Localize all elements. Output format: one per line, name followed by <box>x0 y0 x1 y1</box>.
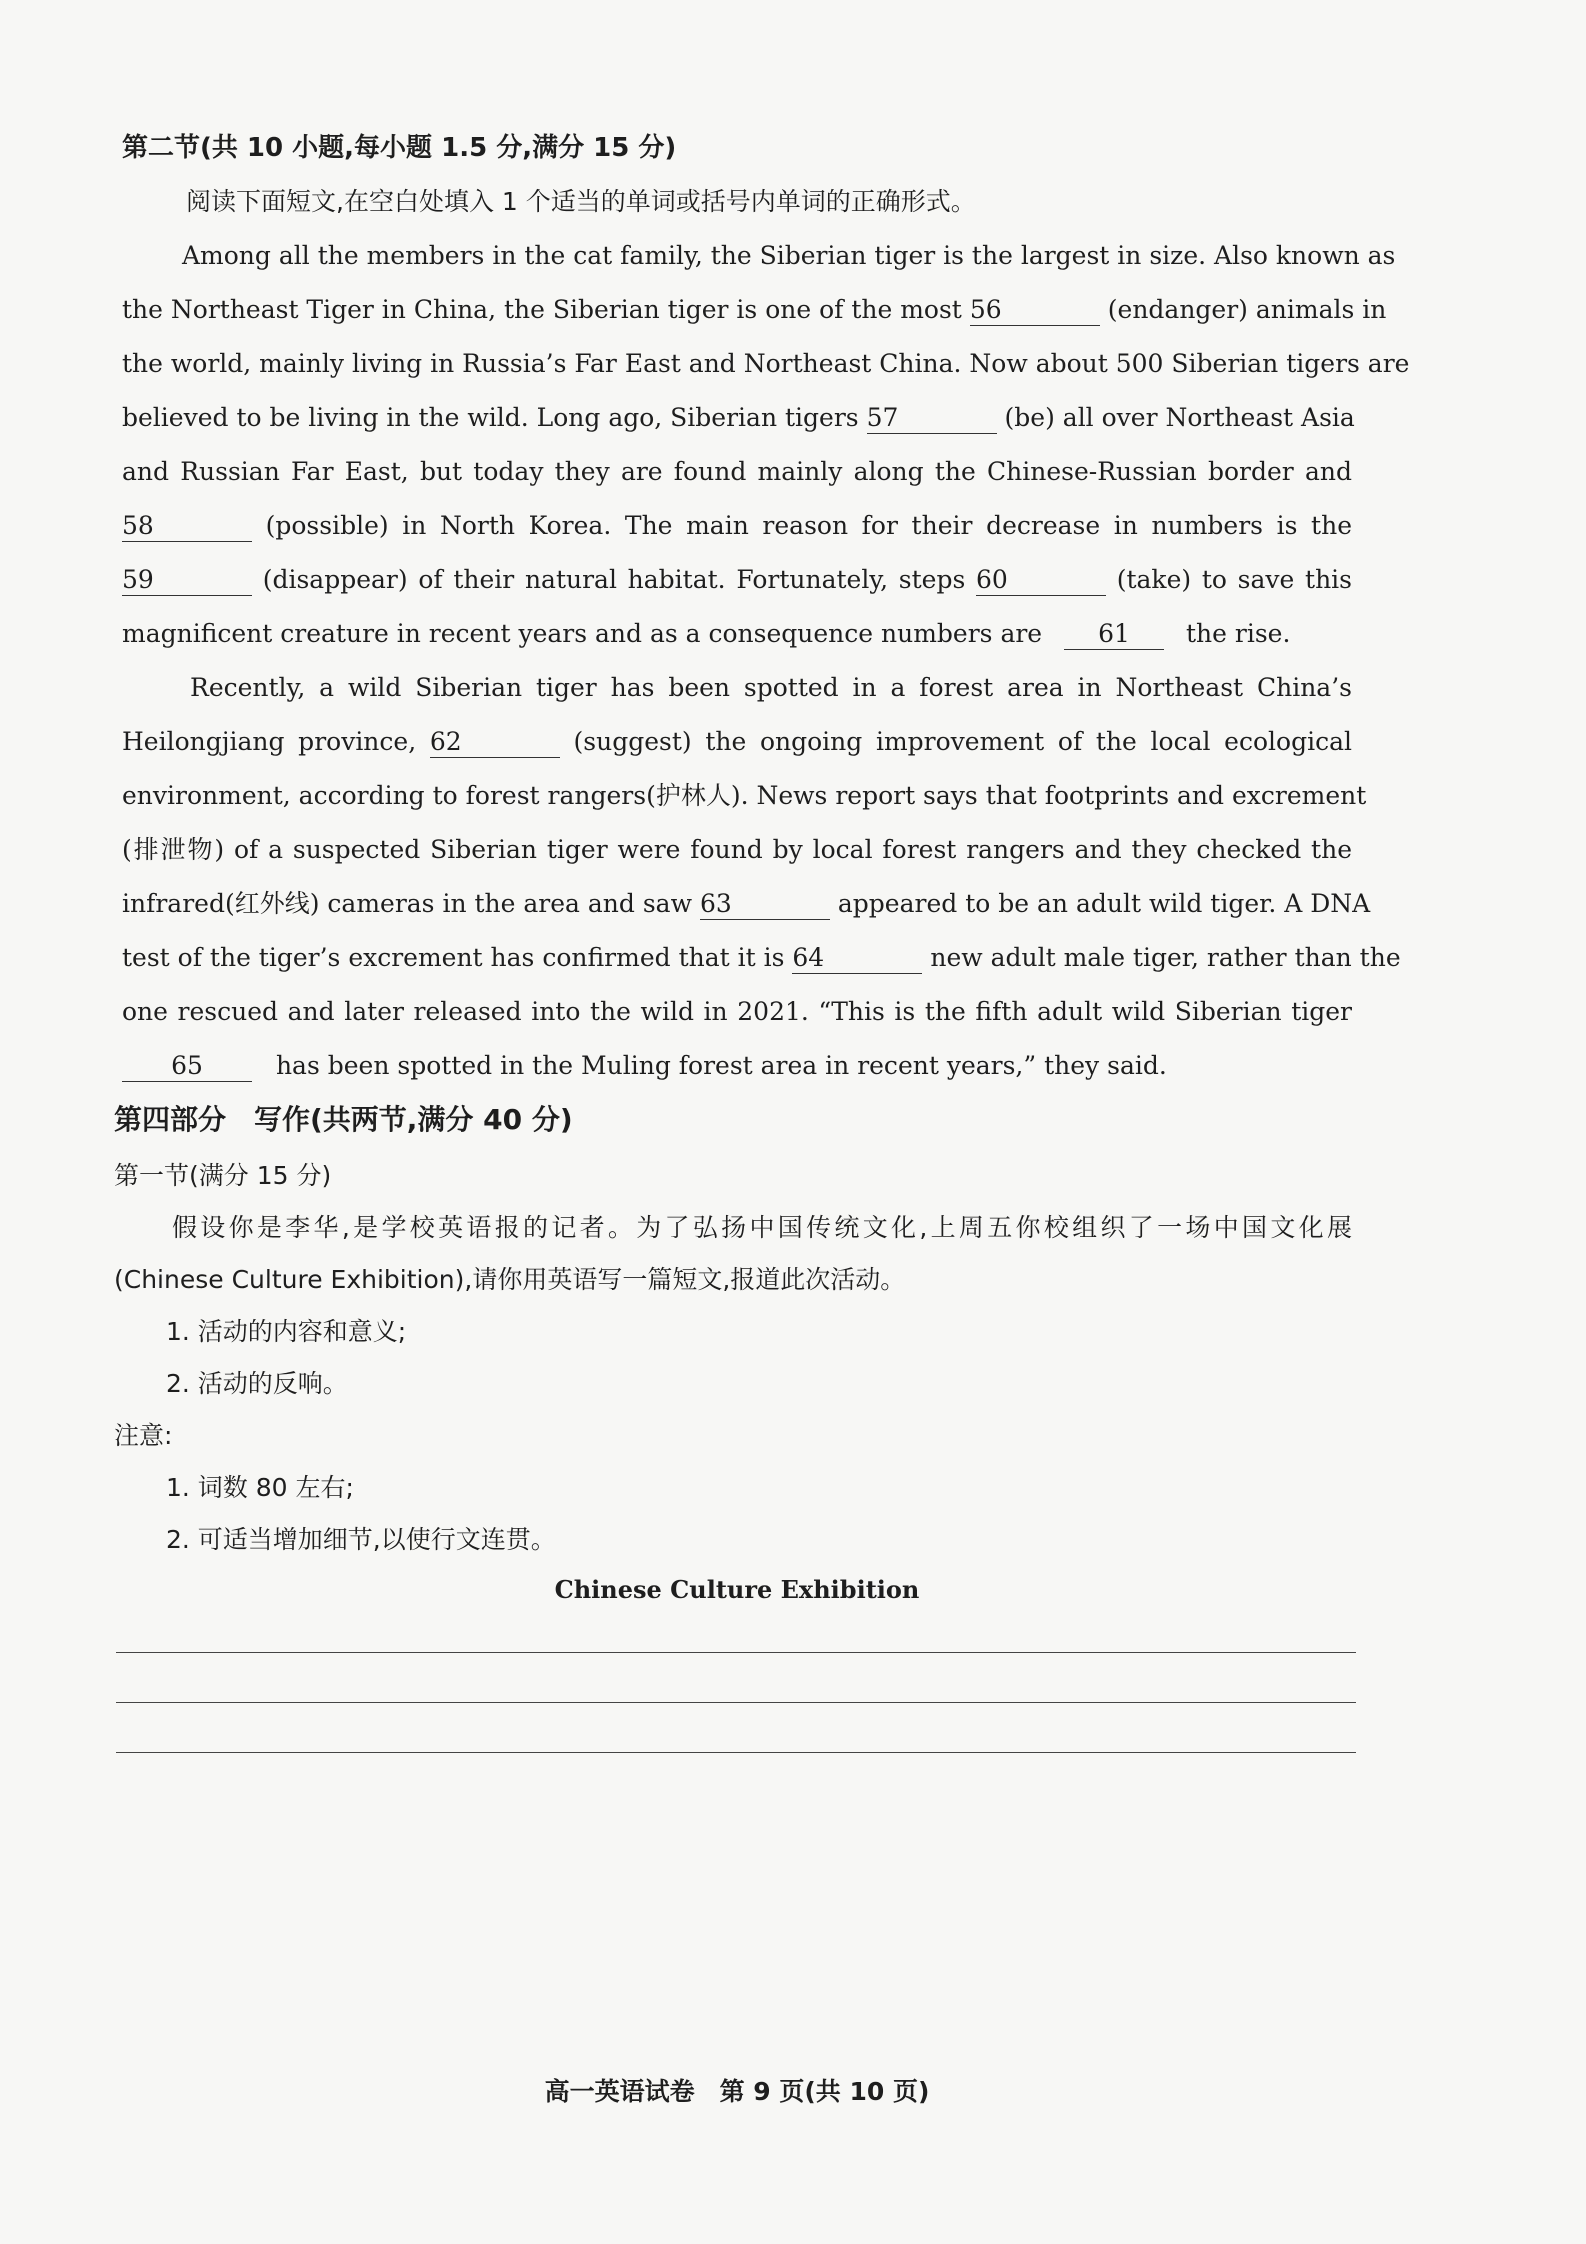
passage-text: test of the tiger’s excrement has confirmed that it is <box>122 943 785 972</box>
blank-61[interactable]: 61 <box>1064 619 1164 650</box>
passage-line <box>122 722 1352 762</box>
passage-text: Heilongjiang province, <box>122 727 417 756</box>
passage-text: appeared to be an adult wild tiger. A DNA <box>837 889 1371 918</box>
blank-63[interactable]: 63 <box>700 889 830 920</box>
essay-title: Chinese Culture Exhibition <box>554 1575 920 1604</box>
blank-65[interactable]: 65 <box>122 1051 252 1082</box>
passage-text: (suggest) the ongoing improvement of the local ecological <box>573 727 1352 756</box>
passage-text: (endanger) animals in <box>1107 295 1387 324</box>
prompt-item: 2. 活动的反响。 <box>166 1369 348 1398</box>
passage-line: the world, mainly living in Russia’s Far East and Northeast China. Now about 500 Siberian tigers are <box>122 349 1410 378</box>
passage-line <box>122 560 1352 600</box>
writing-line[interactable] <box>116 1702 1356 1703</box>
note-item: 2. 可适当增加细节,以使行文连贯。 <box>166 1525 556 1554</box>
section-heading: 第二节(共 10 小题,每小题 1.5 分,满分 15 分) <box>122 133 677 163</box>
passage-line: one rescued and later released into the wild in 2021. “This is the fifth adult wild Siberian tiger <box>122 997 1352 1026</box>
passage-line: environment, according to forest rangers(护林人). News report says that footprints and excrement <box>122 781 1367 810</box>
passage-text: infrared(红外线) cameras in the area and saw <box>122 889 692 918</box>
writing-line[interactable] <box>116 1652 1356 1653</box>
passage-line <box>122 1046 1352 1086</box>
page-footer: 高一英语试卷 第 9 页(共 10 页) <box>544 2077 930 2106</box>
passage-text: the rise. <box>1186 619 1291 648</box>
passage-line <box>122 938 1401 978</box>
passage-text: (disappear) of their natural habitat. Fortunately, steps <box>262 565 966 594</box>
blank-62[interactable]: 62 <box>430 727 560 758</box>
passage-line <box>122 614 1352 654</box>
writing-line[interactable] <box>116 1752 1356 1753</box>
blank-57[interactable]: 57 <box>867 403 997 434</box>
passage-line: Among all the members in the cat family, the Siberian tiger is the largest in size. Also known as <box>182 241 1396 270</box>
writing-prompt: 假设你是李华,是学校英语报的记者。为了弘扬中国传统文化,上周五你校组织了一场中国文化展 <box>172 1213 1352 1242</box>
note-item: 1. 词数 80 左右; <box>166 1473 354 1502</box>
passage-line <box>122 506 1352 546</box>
passage-text: has been spotted in the Muling forest area in recent years,” they said. <box>275 1051 1167 1080</box>
passage-line: and Russian Far East, but today they are found mainly along the Chinese-Russian border and <box>122 457 1352 486</box>
part4-section1: 第一节(满分 15 分) <box>114 1161 332 1190</box>
passage-text: magnificent creature in recent years and as a consequence numbers are <box>122 619 1043 648</box>
passage-line <box>122 290 1387 330</box>
passage-line <box>122 398 1355 438</box>
blank-58[interactable]: 58 <box>122 511 252 542</box>
passage-text: the Northeast Tiger in China, the Siberian tiger is one of the most <box>122 295 962 324</box>
passage-line: (排泄物) of a suspected Siberian tiger were found by local forest rangers and they checked the <box>122 835 1352 864</box>
passage-line: Recently, a wild Siberian tiger has been spotted in a forest area in Northeast China’s <box>190 673 1352 702</box>
passage-text: (possible) in North Korea. The main reason for their decrease in numbers is the <box>265 511 1352 540</box>
part4-heading: 第四部分 写作(共两节,满分 40 分) <box>114 1103 573 1136</box>
note-label: 注意: <box>114 1421 173 1450</box>
passage-text: new adult male tiger, rather than the <box>930 943 1401 972</box>
passage-text: believed to be living in the wild. Long ago, Siberian tigers <box>122 403 859 432</box>
section-instruction: 阅读下面短文,在空白处填入 1 个适当的单词或括号内单词的正确形式。 <box>186 187 976 216</box>
blank-60[interactable]: 60 <box>976 565 1106 596</box>
writing-prompt: (Chinese Culture Exhibition),请你用英语写一篇短文,报道此次活动。 <box>114 1265 906 1294</box>
passage-line <box>122 884 1371 924</box>
passage-text: (take) to save this <box>1116 565 1352 594</box>
prompt-item: 1. 活动的内容和意义; <box>166 1317 407 1346</box>
passage-text: (be) all over Northeast Asia <box>1004 403 1355 432</box>
blank-56[interactable]: 56 <box>970 295 1100 326</box>
blank-64[interactable]: 64 <box>792 943 922 974</box>
blank-59[interactable]: 59 <box>122 565 252 596</box>
